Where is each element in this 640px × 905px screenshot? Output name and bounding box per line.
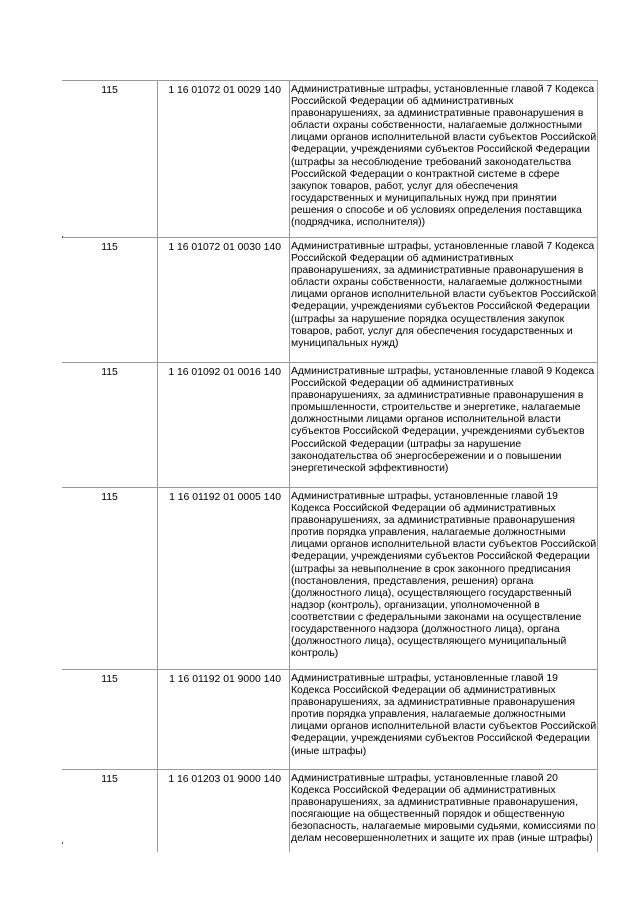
table-row: [62, 769, 598, 852]
description-cell: Административные штрафы, установленные главой 7 Кодекса Российской Федерации об административных правонарушениях, за административные правонарушения в области охраны собственности, налагаемые должностными лицами органов исполнительной власти субъектов Российской Федерации, учреждениями субъектов Российской Федерации (штрафы за несоблюдение требований законодательства Российской Федерации о контрактной системе в сфере закупок товаров, работ, услуг для обеспечения государственных и муниципальных нужд при принятии решения о способе и об условиях определения поставщика (подрядчика, исполнителя)): [291, 84, 597, 229]
scan-mark: [62, 842, 63, 844]
column-divider: [157, 363, 158, 487]
budget-code-cell: 1 16 01072 01 0029 140: [168, 85, 281, 96]
admin-code-cell: 115: [101, 492, 118, 503]
description-cell: Административные штрафы, установленные главой 9 Кодекса Российской Федерации об административных правонарушениях, за административные правонарушения в промышленности, строительстве и энергетике, налагаемые должностными лицами органов исполнительной власти субъектов Российской Федерации, учреждениями субъектов Российской Федерации (штрафы за нарушение законодательства об энергосбережении и о повышении энергетической эффективности): [291, 366, 595, 474]
scan-mark: [62, 236, 63, 238]
budget-code-cell: 1 16 01203 01 9000 140: [168, 774, 281, 785]
table-row: [62, 669, 598, 769]
description-cell: Административные штрафы, установленные главой 19 Кодекса Российской Федерации об административных правонарушениях, за административные правонарушения против порядка управления, налагаемые должностными лицами органов исполнительной власти субъектов Российской Федерации, учреждениями субъектов Российской Федерации (штрафы за невыполнение в срок законного предписания (постановления, представления, решения) органа (должностного лица), осуществляющего государственный надзор (контроль), организации, уполномоченной в соответствии с федеральными законами на осуществление государственного надзора (должностного лица), органа (должностного лица), осуществляющего муниципальный контроль): [291, 491, 597, 660]
budget-code-cell: 1 16 01092 01 0016 140: [168, 367, 281, 378]
column-divider: [157, 238, 158, 362]
budget-code-table: [62, 80, 598, 852]
admin-code-cell: 115: [101, 242, 118, 253]
table-row: [62, 362, 598, 487]
table-row: [62, 487, 598, 669]
budget-code-cell: 1 16 01192 01 0005 140: [169, 492, 281, 503]
admin-code-cell: 115: [101, 674, 118, 685]
budget-code-cell: 1 16 01072 01 0030 140: [168, 242, 281, 253]
admin-code-cell: 115: [101, 85, 118, 96]
table-row: [62, 237, 598, 362]
admin-code-cell: 115: [101, 367, 118, 378]
budget-code-cell: 1 16 01192 01 9000 140: [169, 674, 281, 685]
description-cell: Административные штрафы, установленные главой 20 Кодекса Российской Федерации об административных правонарушениях, за административные правонарушения, посягающие на общественный порядок и общественную безопасность, налагаемые мировыми судьями, комиссиями по делам несовершеннолетних и защите их прав (иные штрафы): [291, 773, 596, 845]
column-divider: [157, 81, 158, 237]
column-divider: [157, 488, 158, 669]
admin-code-cell: 115: [101, 774, 118, 785]
description-cell: Административные штрафы, установленные главой 19 Кодекса Российской Федерации об административных правонарушениях, за административные правонарушения против порядка управления, налагаемые должностными лицами органов исполнительной власти субъектов Российской Федерации, учреждениями субъектов Российской Федерации (иные штрафы): [291, 673, 597, 757]
description-cell: Административные штрафы, установленные главой 7 Кодекса Российской Федерации об административных правонарушениях, за административные правонарушения в области охраны собственности, налагаемые должностными лицами органов исполнительной власти субъектов Российской Федерации, учреждениями субъектов Российской Федерации (штрафы за нарушение порядка осуществления закупок товаров, работ, услуг для обеспечения государственных и муниципальных нужд): [291, 241, 597, 349]
table-row: [62, 80, 598, 237]
